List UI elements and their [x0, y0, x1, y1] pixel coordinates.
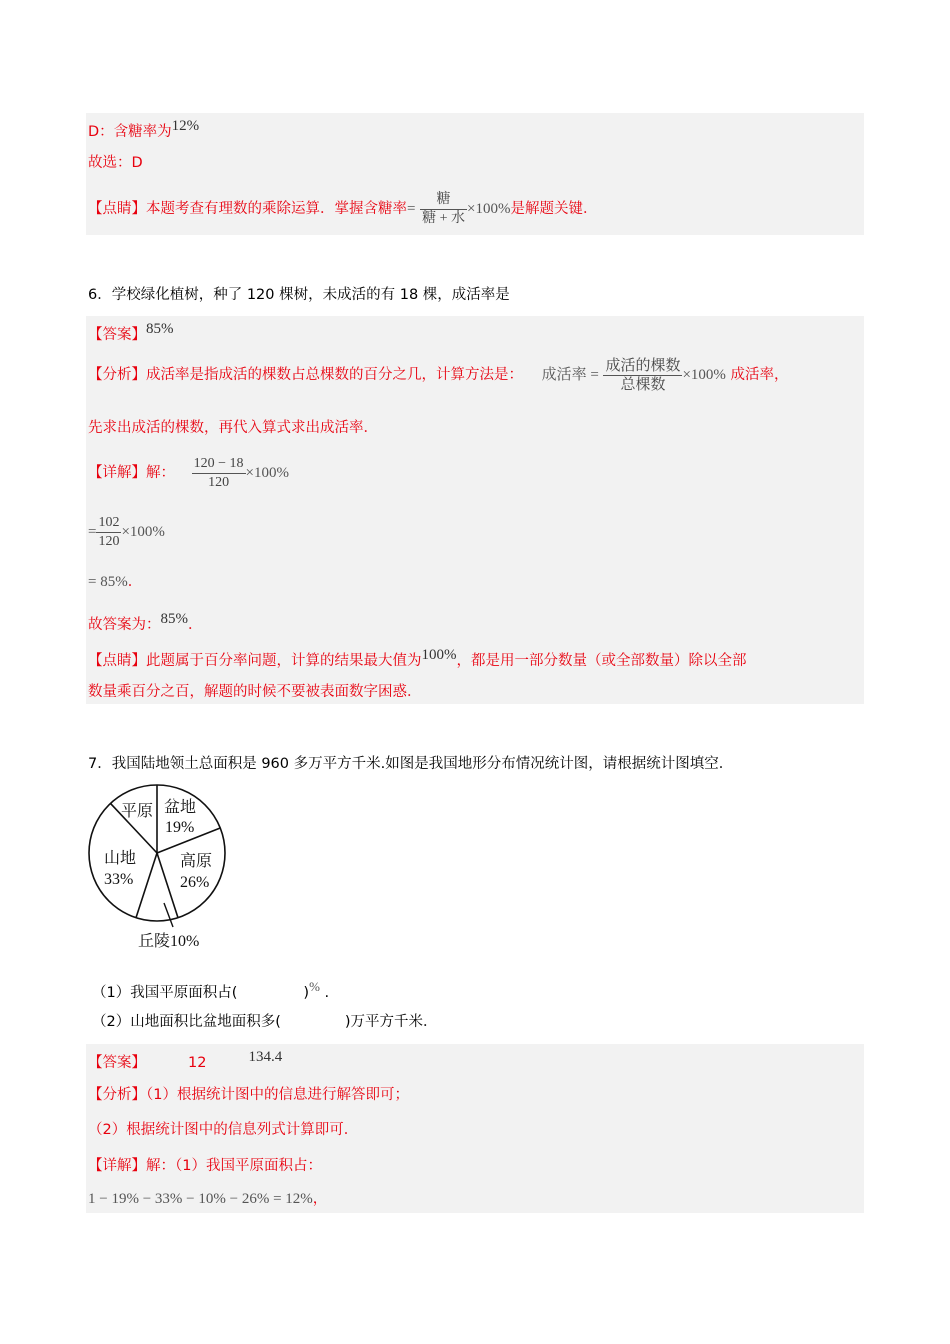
pie-label-shandi: 山地: [104, 850, 137, 867]
survival-rate-fraction: [603, 357, 682, 394]
fraction-denominator: 总棵数: [620, 376, 666, 393]
analysis-tail: 成活率，: [730, 367, 789, 383]
q6-analysis: [88, 352, 789, 398]
q6-detail-step2: [88, 512, 165, 552]
comment-text1: 此题属于百分率问题，计算的结果最大值为: [146, 653, 422, 669]
pie-value-gaoyuan: 26%: [180, 874, 210, 891]
detail-tag: 【详解】: [88, 1158, 146, 1174]
q7-detail-equation: [88, 1189, 327, 1209]
sub1-prefix: （1）我国平原面积占(: [92, 985, 238, 1001]
pie-value-pendi: 19%: [165, 819, 195, 836]
comment-text2: ，都是用一部分数量（或全部数量）除以全部: [456, 653, 747, 669]
fraction-numerator: 102: [96, 514, 121, 533]
pie-value-shandi: 33%: [104, 871, 134, 888]
option-d-text: D：含糖率为: [88, 124, 172, 140]
fraction-denominator: 120: [98, 533, 120, 549]
fraction-denominator: 糖 + 水: [422, 210, 465, 226]
fraction-numerator: 120 − 18: [192, 455, 246, 474]
q6-final-answer: [88, 609, 203, 635]
q7-detail: [88, 1156, 322, 1176]
formula-lhs: 成活率 =: [541, 367, 599, 383]
analysis-tag: 【分析】: [88, 367, 146, 383]
option-d-value: 12%: [171, 118, 200, 134]
sub2-prefix: （2）山地面积比盆地面积多(: [92, 1014, 281, 1030]
q7-analysis: [88, 1085, 409, 1105]
pie-label-qiuling: 丘陵10%: [138, 933, 200, 950]
q6-detail-step1: [88, 453, 289, 493]
q7-answer: [88, 1047, 282, 1073]
q7-sub2: [92, 1012, 438, 1032]
terrain-pie-chart: [80, 775, 250, 955]
q6-comment-line2: 数量乘百分之百，解题的时候不要被表面数字困惑．: [88, 684, 422, 700]
answer-tag: 【答案】: [88, 327, 146, 343]
answer-value1: 12: [188, 1055, 207, 1071]
q5-option-d: [88, 116, 199, 142]
detail-lead: 解：: [146, 465, 175, 481]
times-100-percent: ×100%: [466, 201, 511, 217]
analysis-tag: 【分析】: [88, 1087, 146, 1103]
pie-label-gaoyuan: 高原: [180, 853, 213, 870]
q5-choice: 故选：D: [88, 155, 143, 171]
equation: 1 − 19% − 33% − 10% − 26% = 12%: [88, 1191, 313, 1207]
sub1-unit: %: [309, 979, 320, 994]
fraction-numerator: 成活的棵数: [605, 357, 681, 374]
times-100-percent: ×100%: [682, 367, 726, 383]
q6-comment: [88, 645, 747, 671]
q7-analysis-line2: （2）根据统计图中的信息列式计算即可．: [88, 1122, 359, 1138]
fraction-denominator: 120: [208, 474, 230, 490]
comment-text: 本题考查有理数的乘除运算．掌握含糖率: [146, 201, 407, 217]
comment-tag: 【点睛】: [88, 201, 146, 217]
answer-value: 85%: [146, 321, 174, 337]
final-dot: ．: [188, 617, 203, 633]
detail-tag: 【详解】: [88, 465, 146, 481]
answer-value2: 134.4: [248, 1049, 283, 1065]
analysis-line1: （1）根据统计图中的信息进行解答即可；: [146, 1087, 409, 1103]
step1-fraction: [192, 455, 246, 492]
q6-stem: 6．学校绿化植树，种了 120 棵树，未成活的有 18 棵，成活率是: [88, 287, 510, 303]
answer-tag: 【答案】: [88, 1055, 146, 1071]
analysis-text: 成活率是指成活的棵数占总棵数的百分之几，计算方法是：: [146, 367, 523, 383]
q6-analysis-line2: 先求出成活的棵数，再代入算式求出成活率．: [88, 420, 378, 436]
pie-label-pendi: 盆地: [164, 799, 197, 816]
comment-tag: 【点睛】: [88, 653, 146, 669]
fraction-numerator: 糖: [420, 191, 467, 210]
detail-line1: 解：（1）我国平原面积占：: [146, 1158, 322, 1174]
q7-stem: 7．我国陆地领土总面积是 960 多万平方千米.如图是我国地形分布情况统计图，请根据统计图填空．: [88, 756, 734, 772]
times-100-percent: ×100%: [121, 524, 165, 540]
q6-detail-step3: [88, 572, 142, 592]
step3-result: = 85%: [88, 574, 128, 590]
final-value: 85%: [160, 611, 188, 627]
q7-sub1: [92, 977, 329, 1003]
equals-sign: =: [407, 201, 416, 217]
equals-sign: =: [88, 524, 97, 540]
comment-value: 100%: [421, 647, 457, 663]
sub2-suffix: )万平方千米．: [344, 1014, 438, 1030]
step3-dot: ．: [127, 574, 143, 590]
pie-label-pingyuan: 平原: [121, 803, 154, 820]
q5-comment: [88, 190, 597, 228]
final-label: 故答案为：: [88, 617, 161, 633]
step2-fraction: [96, 514, 121, 551]
sub1-suffix: ): [303, 985, 310, 1001]
times-100-percent: ×100%: [245, 465, 289, 481]
equation-comma: ，: [312, 1191, 328, 1207]
q6-answer: [88, 319, 174, 345]
sub1-dot: .: [319, 985, 330, 1001]
comment-tail: 是解题关键．: [510, 201, 598, 217]
sugar-rate-fraction: [420, 191, 467, 228]
